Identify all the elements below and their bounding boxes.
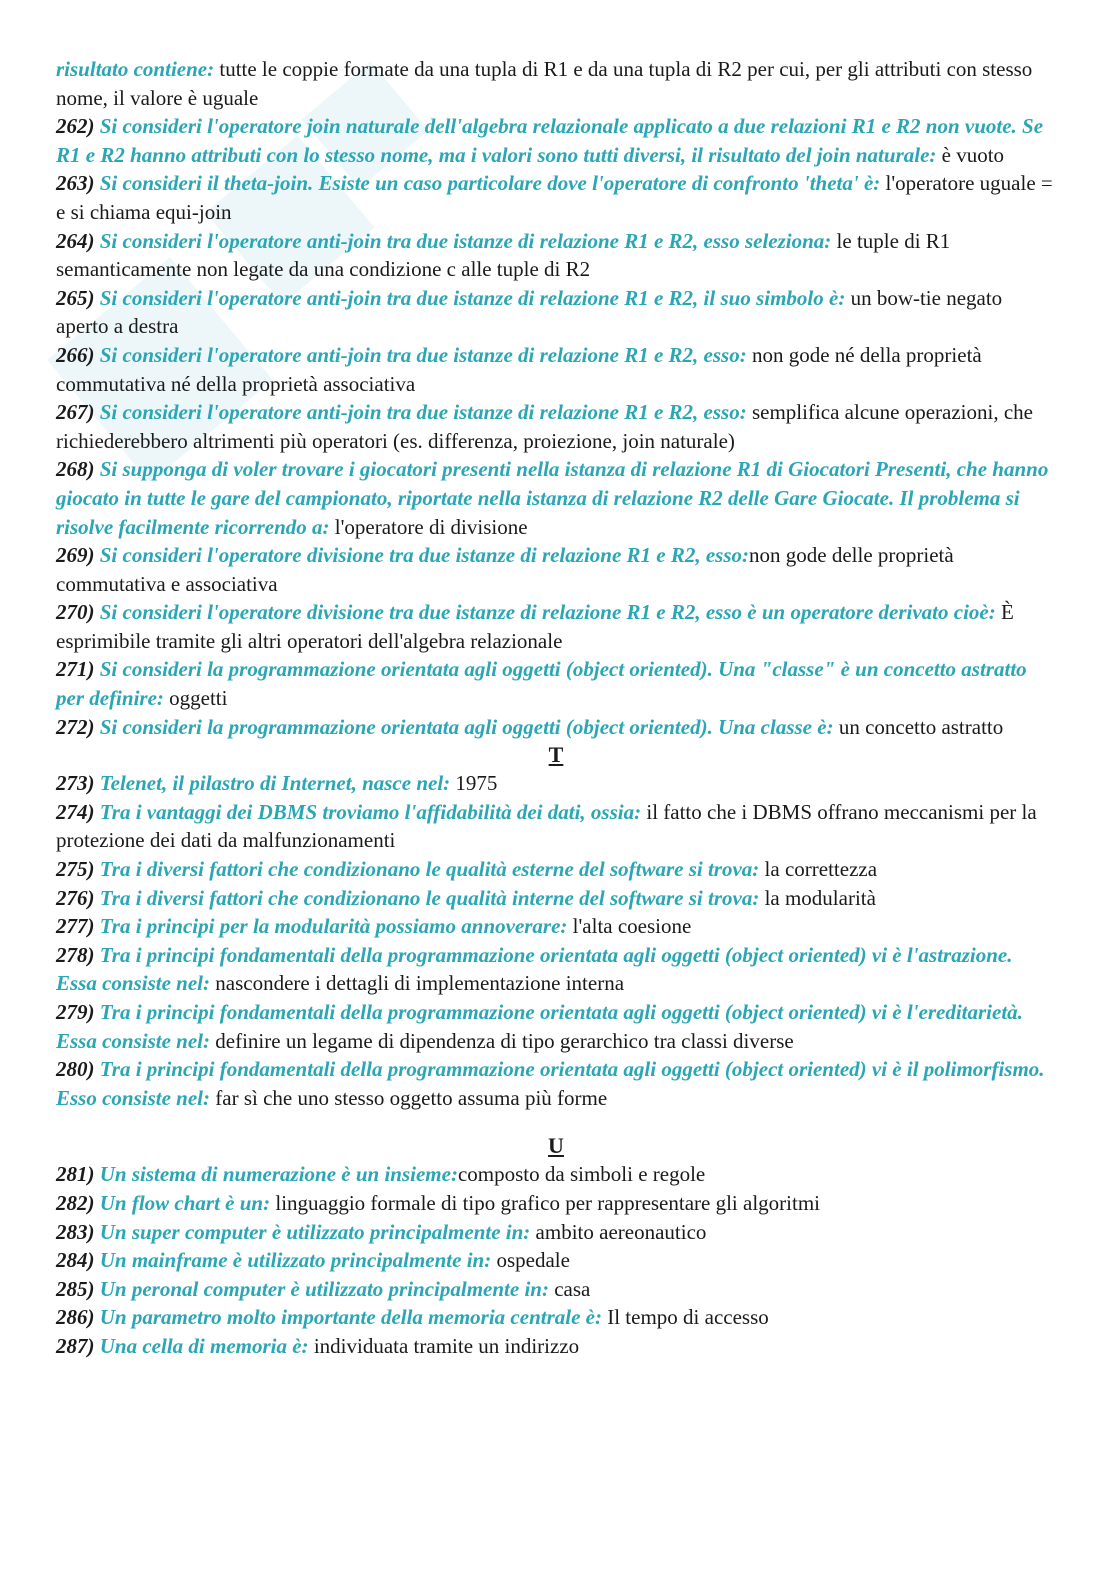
question-text: Tra i diversi fattori che condizionano le qualità esterne del software si trova:: [94, 857, 760, 882]
question-text: Una cella di memoria è:: [94, 1333, 309, 1358]
question-text: Tra i diversi fattori che condizionano le qualità interne del software si trova:: [94, 885, 760, 910]
answer-text: oggetti: [163, 686, 228, 711]
qa-entry: [56, 769, 1056, 798]
qa-entry: [56, 655, 1056, 712]
answer-text: 1975: [450, 771, 498, 796]
qa-entry: [56, 598, 1056, 655]
question-number: 281): [56, 1162, 95, 1187]
qa-entry: [56, 798, 1056, 855]
question-number: 279): [56, 1000, 95, 1024]
question-number: 263): [56, 171, 95, 196]
question-number: 280): [56, 1057, 95, 1082]
answer-text: ospedale: [491, 1248, 570, 1273]
document-page: [56, 55, 1056, 1361]
question-number: 277): [56, 914, 95, 939]
answer-text: ambito aereonautico: [530, 1219, 707, 1244]
answer-text: composto da simboli e regole: [457, 1162, 706, 1187]
qa-entry: [56, 884, 1056, 913]
question-text: Si consideri l'operatore anti-join tra due istanze di relazione R1 e R2, esso:: [94, 400, 747, 425]
answer-text: il fatto che i DBMS offrano meccanismi per la protezione dei dati da malfunzionamenti: [56, 799, 1037, 853]
answer-text: definire un legame di dipendenza di tipo gerarchico tra classi diverse: [210, 1028, 794, 1053]
qa-entry: [56, 1332, 1056, 1361]
section-heading-u: U: [548, 1133, 564, 1159]
qa-entry: [56, 169, 1056, 226]
answer-text: non gode né della proprietà commutativa né della proprietà associativa: [56, 342, 982, 396]
qa-entry: [56, 1160, 1056, 1189]
question-number: 282): [56, 1190, 95, 1215]
qa-entry: [56, 855, 1056, 884]
entries-t: [56, 769, 1056, 1112]
entries-u: [56, 1160, 1056, 1360]
qa-entry: [56, 341, 1056, 398]
answer-text: l'operatore di divisione: [329, 514, 528, 539]
qa-entry: [56, 541, 1056, 598]
qa-entry: [56, 1189, 1056, 1218]
answer-text: è vuoto: [936, 142, 1005, 167]
qa-entry: [56, 227, 1056, 284]
question-text: Un flow chart è un:: [94, 1190, 271, 1215]
question-text: Un super computer è utilizzato principalmente in:: [94, 1219, 531, 1244]
question-text: Si consideri la programmazione orientata agli oggetti (object oriented). Una classe è:: [94, 714, 834, 739]
question-number: 264): [56, 228, 95, 253]
question-text: Un parametro molto importante della memoria centrale è:: [94, 1305, 602, 1330]
question-number: 275): [56, 857, 95, 882]
question-text: Tra i principi fondamentali della programmazione orientata agli oggetti (object oriented) vi è l'ereditarietà. Essa consiste nel:: [56, 1000, 1023, 1053]
answer-text: linguaggio formale di tipo grafico per rappresentare gli algoritmi: [270, 1190, 821, 1215]
qa-entry: [56, 398, 1056, 455]
answer-text: la modularità: [759, 885, 876, 910]
question-text: Un mainframe è utilizzato principalmente in:: [94, 1248, 492, 1273]
question-text: Si consideri l'operatore divisione tra due istanze di relazione R1 e R2, esso:: [94, 543, 750, 568]
question-number: 284): [56, 1248, 95, 1273]
answer-text: l'alta coesione: [567, 914, 692, 939]
qa-entry: [56, 998, 1056, 1055]
qa-entry: [56, 455, 1056, 541]
answer-text: un bow-tie negato aperto a destra: [56, 285, 1003, 339]
qa-entry: [56, 1303, 1056, 1332]
question-number: 272): [56, 714, 95, 739]
question-number: 271): [56, 657, 95, 682]
question-text: Tra i principi fondamentali della programmazione orientata agli oggetti (object oriented) vi è il polimorfismo. Esso consiste nel:: [56, 1057, 1045, 1110]
entries-top: [56, 55, 1056, 741]
question-number: 267): [56, 400, 95, 425]
question-text: Un sistema di numerazione è un insieme:: [94, 1162, 458, 1187]
question-text: Tra i vantaggi dei DBMS troviamo l'affidabilità dei dati, ossia:: [94, 799, 642, 824]
answer-text: nascondere i dettagli di implementazione interna: [210, 971, 625, 996]
qa-entry: [56, 1275, 1056, 1304]
question-text: Tra i principi fondamentali della programmazione orientata agli oggetti (object oriented) vi è l'astrazione. Essa consiste nel:: [56, 942, 1013, 996]
qa-entry: [56, 284, 1056, 341]
question-text: Si supponga di voler trovare i giocatori presenti nella istanza di relazione R1 di Giocatori Presenti, che hanno giocato in tutte le gare del campionato, riportate nella istanza di relazione R2 delle Gare Giocate. Il problema si risolve facilmente ricorrendo a:: [56, 457, 1049, 539]
answer-text: la correttezza: [759, 857, 878, 882]
answer-text: le tuple di R1 semanticamente non legate da una condizione c alle tuple di R2: [56, 228, 951, 282]
question-number: 276): [56, 885, 95, 910]
answer-text: un concetto astratto: [833, 714, 1004, 739]
qa-entry: [56, 912, 1056, 941]
answer-text: Il tempo di accesso: [601, 1305, 769, 1330]
question-text: Si consideri l'operatore join naturale dell'algebra relazionale applicato a due relazioni R1 e R2 non vuote. Se R1 e R2 hanno attributi con lo stesso nome, ma i valori sono tutti diversi, il risultato del join naturale:: [56, 114, 1044, 167]
question-text: Si consideri la programmazione orientata agli oggetti (object oriented). Una "classe" è un concetto astratto per definire:: [56, 657, 1027, 711]
question-text: Si consideri l'operatore anti-join tra due istanze di relazione R1 e R2, il suo simbolo è:: [94, 285, 846, 310]
question-text: Un peronal computer è utilizzato principalmente in:: [94, 1276, 549, 1301]
qa-entry: [56, 1246, 1056, 1275]
answer-text: tutte le coppie formate da una tupla di R1 e da una tupla di R2 per cui, per gli attributi con stesso nome, il valore è uguale: [56, 57, 1033, 110]
qa-entry: [56, 55, 1056, 112]
question-text: Si consideri l'operatore anti-join tra due istanze di relazione R1 e R2, esso seleziona:: [94, 228, 832, 253]
qa-entry: [56, 713, 1056, 742]
question-number: 268): [56, 457, 95, 482]
question-text: Si consideri l'operatore divisione tra due istanze di relazione R1 e R2, esso è un operatore derivato cioè:: [94, 600, 996, 625]
question-text: Telenet, il pilastro di Internet, nasce nel:: [94, 771, 451, 796]
answer-text: semplifica alcune operazioni, che richiederebbero altrimenti più operatori (es. differenza, proiezione, join naturale): [56, 400, 1033, 453]
qa-entry: [56, 941, 1056, 998]
question-text: Tra i principi per la modularità possiamo annoverare:: [94, 914, 568, 939]
qa-entry: [56, 112, 1056, 169]
question-number: 283): [56, 1219, 95, 1244]
question-number: 262): [56, 114, 95, 139]
section-heading-t: T: [548, 742, 564, 768]
question-number: 274): [56, 799, 95, 824]
answer-text: casa: [548, 1276, 591, 1301]
qa-entry: [56, 1055, 1056, 1112]
question-text: Si consideri il theta-join. Esiste un caso particolare dove l'operatore di confronto 'theta' è:: [94, 171, 881, 196]
answer-text: È esprimibile tramite gli altri operatori dell'algebra relazionale: [56, 600, 1014, 653]
question-number: 278): [56, 942, 95, 967]
answer-text: individuata tramite un indirizzo: [308, 1333, 580, 1358]
question-text: Si consideri l'operatore anti-join tra due istanze di relazione R1 e R2, esso:: [94, 342, 747, 367]
question-number: 270): [56, 600, 95, 625]
question-number: 285): [56, 1276, 95, 1301]
question-number: 287): [56, 1333, 95, 1358]
question-number: 266): [56, 342, 95, 367]
answer-text: l'operatore uguale = e si chiama equi-join: [56, 171, 1053, 224]
question-number: 265): [56, 285, 95, 310]
qa-entry: [56, 1218, 1056, 1247]
question-number: 269): [56, 543, 95, 568]
question-number: 273): [56, 771, 95, 796]
answer-text: far sì che uno stesso oggetto assuma più forme: [210, 1085, 608, 1110]
question-number: 286): [56, 1305, 95, 1330]
question-text: risultato contiene:: [56, 57, 215, 81]
answer-text: non gode delle proprietà commutativa e associativa: [56, 543, 954, 596]
